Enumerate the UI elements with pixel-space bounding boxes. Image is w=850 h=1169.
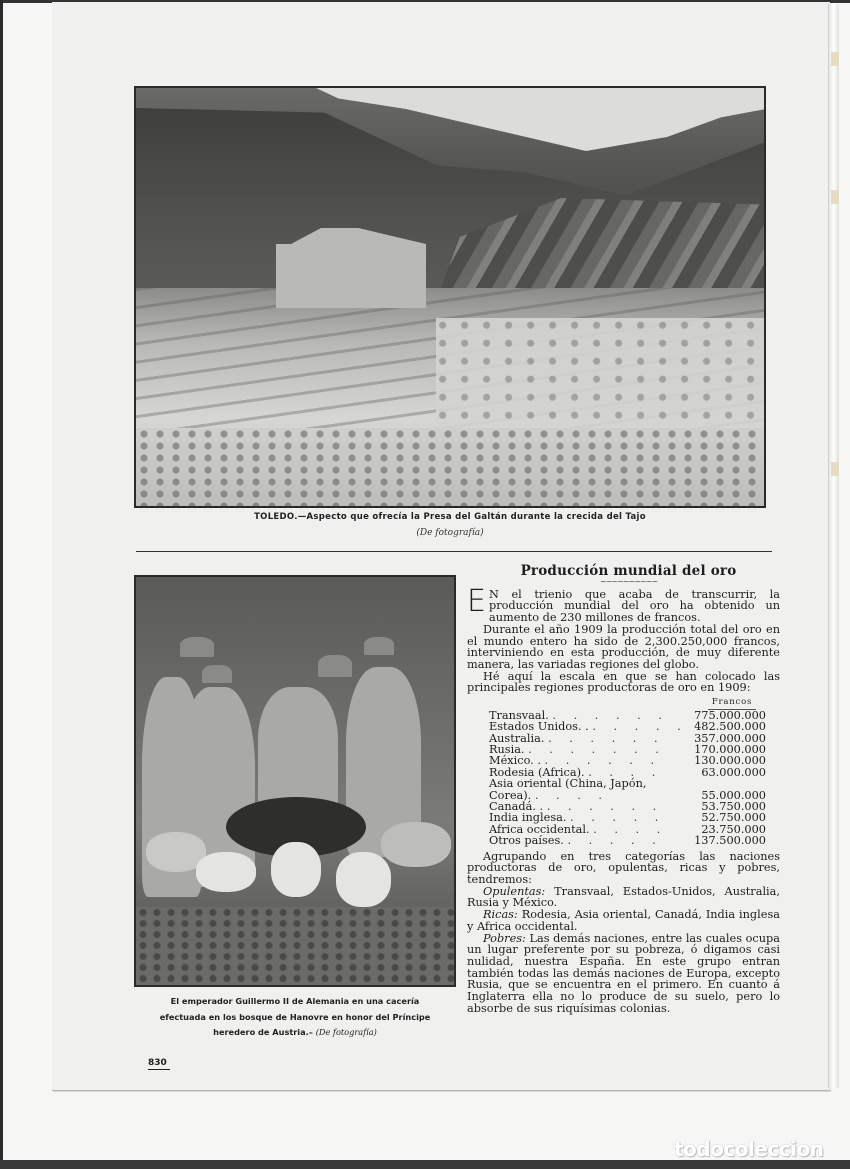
table-cell-value: 775.000.000 <box>694 708 766 722</box>
photo-hat <box>180 637 214 657</box>
intro-first-word: N <box>488 587 499 601</box>
photo-hunting-party <box>134 575 456 987</box>
article-title: Producción mundial del oro <box>520 563 737 579</box>
photo-ground <box>136 907 454 985</box>
photo-hound <box>196 852 256 892</box>
scan-left-edge <box>0 0 3 1169</box>
category-label: Ricas: <box>483 908 518 922</box>
table-cell-value: 130.000.000 <box>694 754 766 768</box>
table-cell-region: Australia. . . . . . . <box>489 731 665 745</box>
table-cell-region: Estados Unidos. . . . . . . <box>489 720 688 734</box>
photo-credit-toledo: (De fotografía) <box>416 528 484 538</box>
table-cell-region: Rodesia (Africa). . . . . <box>489 765 663 779</box>
category-text: Rodesia, Asia oriental, Canadá, India inglesa y Africa occidental. <box>467 908 780 933</box>
title-ornament: ~~~~~~~~~~ <box>599 576 658 586</box>
table-cell-region: Africa occidental. . . . . <box>489 822 668 836</box>
table-cell-value: 137.500.000 <box>694 834 766 848</box>
table-cell-value: 170.000.000 <box>694 742 766 756</box>
photo-hound <box>336 852 391 907</box>
caption-line: El emperador Guillermo II de Alemania en una cacería <box>170 996 420 1006</box>
scan-bottom-edge <box>0 1160 850 1169</box>
photo-hat <box>318 655 352 677</box>
caption-line: heredero de Austria.– <box>213 1027 313 1037</box>
photo-credit-hunt: (De fotografía) <box>315 1027 377 1037</box>
table-cell-value: 53.750.000 <box>701 799 766 813</box>
article-intro <box>467 583 780 625</box>
table-cell-value: 482.500.000 <box>694 720 766 734</box>
category-text: Las demás naciones, entre las cuales ocupa un lugar preferente por su pobreza, ó digamos casi nulidad, nuestra España. En este grupo entran también todas las demás naciones de Europa, excepto Rusia, que se encuentra en el primero. En cuanto á Inglaterra ella no lo produce de su suelo, pero lo absorbe de sus riquísimas colonias. <box>467 931 780 1015</box>
intro-text: el trienio que acaba de transcurrir, la producción mundial del oro ha obtenido un aumento de 230 millones de francos. <box>488 587 780 625</box>
category-ricas <box>467 909 780 932</box>
photo-hound <box>271 842 321 897</box>
caption-line: efectuada en los bosque de Hanovre en honor del Príncipe <box>159 1011 431 1022</box>
watermark-logo: todocoleccion <box>674 1137 824 1161</box>
binding-mark <box>831 52 839 66</box>
table-cell-value: 55.000.000 <box>701 788 766 802</box>
table-cell-region: India inglesa. . . . . . <box>489 811 666 825</box>
table-cell-value: 52.750.000 <box>701 811 766 825</box>
drop-cap: E <box>467 583 486 619</box>
article-gold-production <box>467 563 780 1015</box>
table-row <box>489 835 774 846</box>
binding-mark <box>831 190 839 204</box>
photo-hat <box>202 665 232 683</box>
table-cell-region: Canadá. . . . . . . . <box>489 799 664 813</box>
page-number: 830 <box>148 1058 170 1070</box>
page-fold-edge <box>828 4 839 1088</box>
binding-mark <box>831 462 839 476</box>
gold-production-table <box>489 710 774 847</box>
table-cell-region: Otros países. . . . . . <box>489 834 663 848</box>
photo-mill-building <box>276 228 426 308</box>
table-row <box>489 778 774 801</box>
article-paragraph: Agrupando en tres categorías las naciones productoras de oro, opulentas, ricas y pobres, tendremos: <box>467 849 780 887</box>
table-cell-region: Asia oriental (China, Japón, Corea). . . . . <box>489 777 647 802</box>
article-paragraph: Hé aquí la escala en que se han colocado las principales regiones productoras de oro en 1909: <box>467 669 780 695</box>
photo-shore <box>136 428 764 506</box>
category-label: Pobres: <box>483 931 526 945</box>
table-cell-region: México. . . . . . . . <box>489 754 662 768</box>
photo-hound <box>381 822 451 867</box>
table-header-francos: Francos <box>708 697 756 710</box>
table-cell-region: Rusia. . . . . . . . <box>489 742 666 756</box>
article-paragraph: Durante el año 1909 la producción total del oro en el mundo entero ha sido de 2,300.250,000 francos, interviniendo en esta producción, de muy diferente manera, las variadas regiones del globo. <box>467 622 780 671</box>
category-label: Opulentas: <box>483 884 546 898</box>
photo-caption-toledo: TOLEDO.—Aspecto que ofrecía la Presa del Galtán durante la crecida del Tajo <box>254 512 646 522</box>
category-pobres <box>467 933 780 1015</box>
category-text: Transvaal, Estados-Unidos, Australia, Rusia y México. <box>467 884 780 910</box>
photo-caption-hunt <box>134 994 456 1041</box>
photo-hat <box>364 637 394 655</box>
table-cell-region: Transvaal. . . . . . . <box>489 708 669 722</box>
section-divider <box>136 551 772 552</box>
photo-toledo-dam <box>134 86 766 508</box>
table-cell-value: 23.750.000 <box>701 822 766 836</box>
table-cell-value: 357.000.000 <box>694 731 766 745</box>
category-opulentas <box>467 886 780 909</box>
table-cell-value: 63.000.000 <box>701 765 766 779</box>
